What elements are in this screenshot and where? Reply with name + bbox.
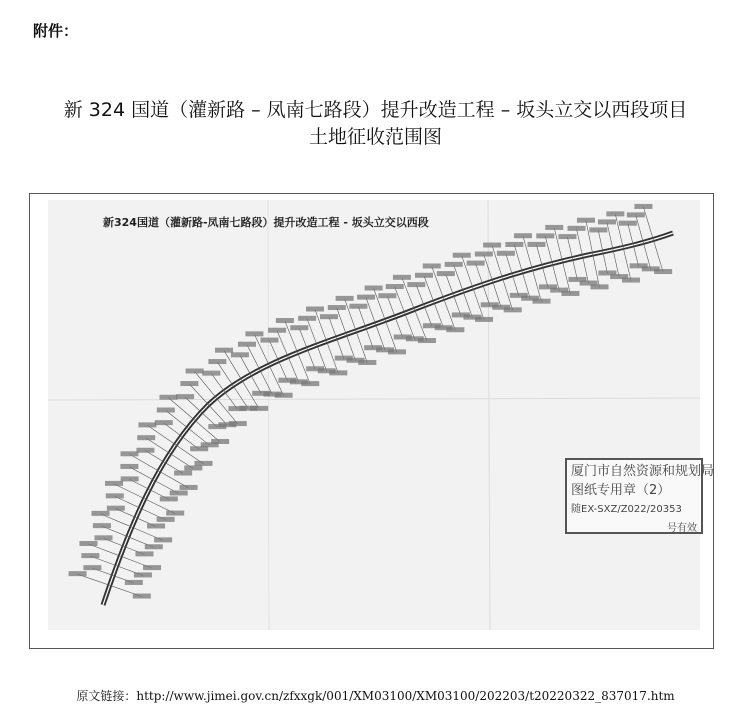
parcel-leader-line — [277, 331, 288, 357]
parcel-tag — [568, 226, 586, 231]
parcel-tag — [245, 331, 263, 336]
parcel-tag — [79, 541, 97, 546]
parcel-tag — [83, 565, 101, 570]
parcel-tag — [418, 338, 436, 343]
parcel-leader-line — [329, 317, 336, 338]
parcel-tag — [589, 227, 607, 232]
parcel-leader-line — [607, 222, 613, 249]
map-heading: 新324国道（灌新路-凤南七路段）提升改造工程 - 坂头立交以西段 — [103, 216, 429, 229]
source-label: 原文链接： — [76, 689, 137, 703]
parcel-leader-line — [454, 265, 463, 291]
parcel-leader-line — [506, 254, 512, 275]
parcel-tag — [423, 263, 441, 268]
parcel-tag — [298, 316, 316, 321]
source-link-line — [0, 687, 751, 704]
parcel-tag — [378, 293, 396, 298]
parcel-leader-line — [194, 420, 220, 442]
parcel-leader-line — [577, 229, 583, 256]
parcel-tag — [147, 523, 165, 528]
parcel-tag — [388, 349, 406, 354]
parcel-tag — [301, 381, 319, 386]
parcel-tag — [320, 314, 338, 319]
parcel-tag — [590, 284, 608, 289]
parcel-tag — [143, 565, 161, 570]
parcel-tag — [475, 252, 493, 257]
parcel-tag — [306, 306, 324, 311]
parcel-leader-line — [492, 246, 502, 278]
parcel-tag — [157, 408, 175, 413]
parcel-tag — [634, 204, 652, 209]
parcel-tag — [445, 262, 463, 267]
parcel-tag — [166, 511, 184, 516]
source-url-link[interactable]: http://www.jimei.gov.cn/zfxxgk/001/XM03100/XM03100/202203/t20220322_837017.htm — [136, 689, 675, 703]
parcel-tag — [136, 448, 154, 453]
parcel-leader-line — [537, 245, 543, 266]
parcel-leader-line — [269, 341, 278, 361]
parcel-leader-line — [395, 317, 403, 338]
parcel-tag — [95, 535, 113, 540]
parcel-tag — [121, 476, 139, 481]
parcel-tag — [202, 371, 220, 376]
land-acquisition-map — [48, 200, 715, 630]
parcel-tag — [276, 318, 294, 323]
parcel-tag — [533, 299, 551, 304]
parcel-leader-line — [424, 276, 434, 302]
parcel-leader-line — [628, 224, 633, 245]
parcel-leader-line — [307, 349, 315, 370]
parcel-tag — [268, 328, 286, 333]
stamp-line-2: 图纸专用章（2） — [571, 483, 671, 498]
parcel-tag — [135, 551, 153, 556]
parcel-tag — [69, 571, 87, 576]
official-seal-stamp — [565, 458, 715, 534]
parcel-tag — [349, 304, 367, 309]
parcel-tag — [137, 435, 155, 440]
parcel-leader-line — [366, 327, 373, 348]
parcel-tag — [81, 553, 99, 558]
parcel-leader-line — [514, 245, 522, 272]
parcel-tag — [358, 360, 376, 365]
parcel-leader-line — [603, 252, 608, 274]
fold-line — [48, 398, 700, 400]
parcel-leader-line — [387, 296, 395, 317]
parcel-tag — [536, 233, 554, 238]
parcel-tag — [176, 394, 194, 399]
parcel-leader-line — [453, 295, 461, 316]
parcel-tag — [336, 296, 354, 301]
parcel-tag — [505, 242, 523, 247]
parcel-tag — [328, 305, 346, 310]
parcel-tag — [467, 261, 485, 266]
parcel-tag — [365, 285, 383, 290]
parcel-tag — [229, 421, 247, 426]
parcel-tag — [545, 225, 563, 230]
parcel-leader-line — [567, 237, 572, 258]
parcel-leader-line — [366, 298, 375, 324]
parcel-leader-line — [542, 266, 548, 287]
parcel-tag — [134, 572, 152, 577]
parcel-tag — [622, 278, 640, 283]
parcel-tag — [558, 234, 576, 239]
parcel-tag — [238, 342, 256, 347]
parcel-tag — [215, 348, 233, 353]
parcel-tag — [497, 251, 515, 256]
parcel-leader-line — [307, 319, 317, 345]
parcel-tag — [186, 368, 204, 373]
parcel-leader-line — [586, 221, 593, 254]
parcel-tag — [357, 295, 375, 300]
parcel-tag — [598, 219, 616, 224]
parcel-tag — [133, 594, 151, 599]
parcel-leader-line — [476, 264, 483, 285]
parcel-tag — [208, 359, 226, 364]
parcel-leader-line — [233, 385, 248, 408]
parcel-leader-line — [523, 236, 532, 269]
parcel-tag — [483, 243, 501, 248]
parcel-tag — [504, 307, 522, 312]
parcel-tag — [437, 271, 455, 276]
map-drawing — [48, 200, 715, 630]
parcel-leader-line — [424, 306, 432, 327]
parcel-tag — [475, 317, 493, 322]
parcel-tag — [211, 439, 229, 444]
parcel-leader-line — [446, 274, 454, 295]
parcel-leader-line — [643, 207, 653, 240]
parcel-tag — [160, 496, 178, 501]
parcel-tag — [528, 242, 546, 247]
parcel-tag — [290, 325, 308, 330]
parcel-leader-line — [299, 328, 307, 349]
parcel-leader-line — [211, 374, 224, 392]
parcel-leader-line — [395, 287, 405, 313]
parcel-tag — [407, 282, 425, 287]
parcel-leader-line — [512, 275, 518, 296]
parcel-leader-line — [240, 355, 251, 374]
parcel-tag — [275, 393, 293, 398]
parcel-leader-line — [636, 215, 643, 242]
parcel-leader-line — [337, 308, 346, 334]
parcel-tag — [446, 327, 464, 332]
document-title-line-2: 土地征收范围图 — [308, 126, 442, 148]
parcel-tag — [174, 471, 192, 476]
parcel-tag — [145, 544, 163, 549]
parcel-tag — [120, 451, 138, 456]
parcel-tag — [561, 291, 579, 296]
parcel-leader-line — [358, 307, 365, 328]
parcel-leader-line — [166, 411, 188, 428]
parcel-tag — [155, 420, 173, 425]
fold-line — [488, 200, 490, 630]
parcel-tag — [514, 233, 532, 238]
parcel-tag — [231, 352, 249, 357]
parcel-tag — [577, 218, 595, 223]
parcel-tag — [107, 506, 125, 511]
parcel-leader-line — [615, 214, 623, 247]
parcel-tag — [157, 517, 175, 522]
parcel-label-tags — [69, 204, 673, 599]
parcel-tag — [170, 490, 188, 495]
parcel-tag — [184, 465, 202, 470]
parcel-tag — [194, 461, 212, 466]
parcel-tag — [125, 580, 143, 585]
parcel-tag — [250, 406, 268, 411]
document-title-line-1: 新 324 国道（灌新路 – 凤南七路段）提升改造工程 – 坂头立交以西段项目 — [63, 99, 688, 121]
parcel-tag — [92, 511, 110, 516]
parcel-tag — [105, 481, 123, 486]
parcel-tag — [93, 523, 111, 528]
parcel-tag — [627, 212, 645, 217]
parcel-tag — [106, 493, 124, 498]
stamp-line-3: 随EX-SXZ/Z022/20353 — [571, 504, 682, 515]
parcel-leader-line — [545, 236, 552, 263]
parcel-tag — [180, 485, 198, 490]
parcel-leader-line — [345, 299, 356, 331]
parcel-leader-line — [572, 259, 577, 280]
parcel-tag — [654, 269, 672, 274]
parcel-leader-line — [278, 361, 287, 381]
parcel-leader-line — [336, 338, 343, 359]
parcel-leader-line — [554, 228, 562, 261]
parcel-tag — [159, 395, 177, 400]
parcel-tag — [180, 381, 198, 386]
parcel-leader-line — [462, 256, 473, 288]
parcel-tag — [386, 284, 404, 289]
parcel-leader-line — [633, 245, 638, 266]
parcel-tag — [329, 370, 347, 375]
parcel-tag — [260, 338, 278, 343]
parcel-leader-line — [598, 230, 603, 252]
parcel-tag — [154, 537, 172, 542]
stamp-line-1: 厦门市自然资源和规划局 — [571, 464, 715, 479]
parcel-tag — [606, 211, 624, 216]
parcel-tag — [619, 221, 637, 226]
parcel-tag — [453, 253, 471, 258]
attachment-label: 附件： — [33, 22, 79, 40]
stamp-line-4: 号有效 — [667, 523, 697, 534]
parcel-leader-line — [416, 285, 424, 306]
parcel-tag — [138, 422, 156, 427]
parcel-tag — [415, 273, 433, 278]
parcel-tag — [393, 275, 411, 280]
fold-line — [268, 200, 269, 630]
parcel-tag — [120, 464, 138, 469]
